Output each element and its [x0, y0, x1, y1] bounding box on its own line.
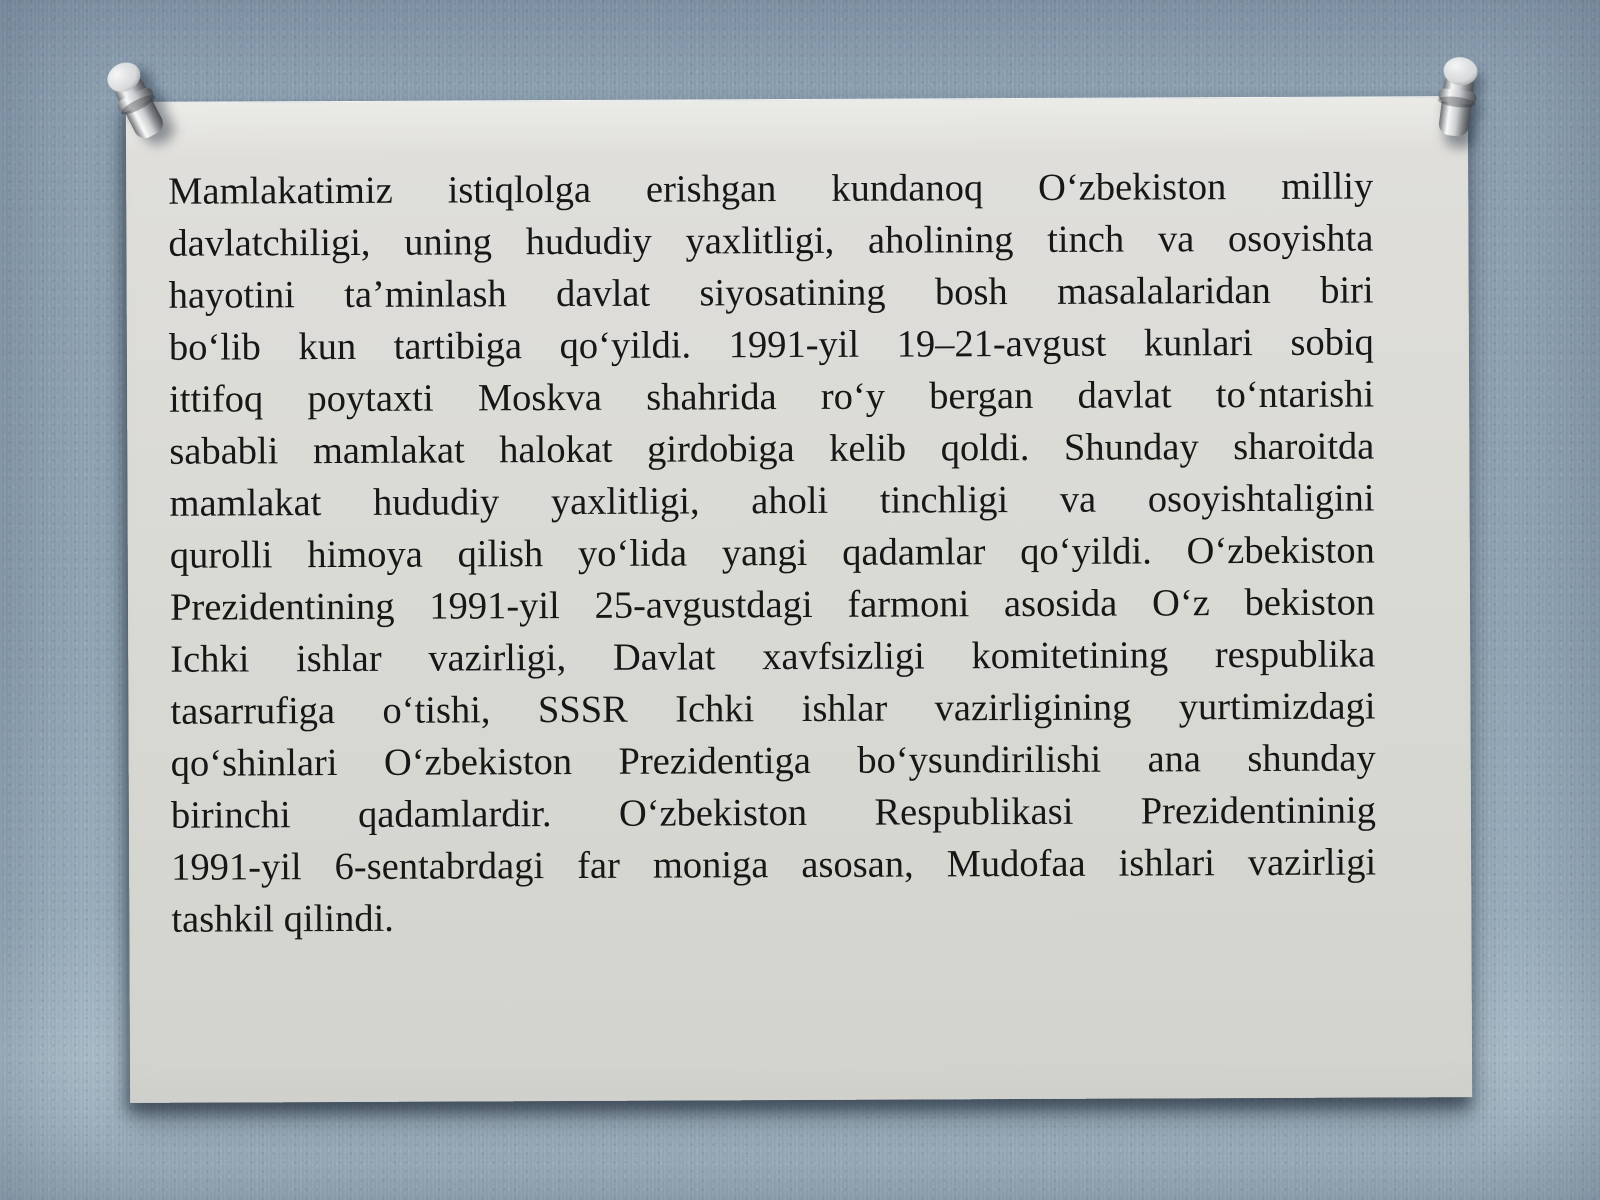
- text-line: tashkil qilindi.: [171, 897, 394, 941]
- text-line: 1991-yil 6-sentabrdagi far moniga asosan, Mudofaa ishlari vazirligi: [171, 841, 1377, 889]
- text-line: tasarrufiga o‘tishi, SSSR Ichki ishlar vazirligining yurtimizdagi: [170, 685, 1376, 733]
- text-line: mamlakat hududiy yaxlitligi, aholi tinchligi va osoyishtaligini: [169, 477, 1375, 525]
- text-line: Prezidentining 1991-yil 25-avgustdagi farmoni asosida O‘z bekiston: [169, 581, 1376, 629]
- text-line: birinchi qadamlardir. O‘zbekiston Respublikasi Prezidentininig: [170, 789, 1377, 837]
- text-line: sababli mamlakat halokat girdobiga kelib qoldi. Shunday sharoitda: [169, 425, 1375, 473]
- paragraph-text: [168, 160, 1376, 945]
- text-line: qurolli himoya qilish yo‘lida yangi qadamlar qo‘yildi. O‘zbekiston: [169, 529, 1375, 577]
- text-line: hayotini ta’minlash davlat siyosatining bosh masalalaridan biri: [168, 269, 1374, 317]
- text-line: bo‘lib kun tartibiga qo‘yildi. 1991-yil 19–21-avgust kunlari sobiq: [168, 321, 1374, 369]
- text-line: ittifoq poytaxti Moskva shahrida ro‘y bergan davlat to‘ntarishi: [169, 373, 1375, 421]
- text-line: davlatchiligi, uning hududiy yaxlitligi, aholining tinch va osoyishta: [168, 217, 1374, 265]
- pinned-paper-card: [126, 96, 1472, 1103]
- text-line: Mamlakatimiz istiqlolga erishgan kundanoq O‘zbekiston milliy: [168, 165, 1374, 213]
- text-line: Ichki ishlar vazirligi, Davlat xavfsizligi komitetining respublika: [170, 633, 1376, 681]
- text-line: qo‘shinlari O‘zbekiston Prezidentiga bo‘ysundirilishi ana shunday: [170, 737, 1376, 785]
- push-pin-icon: [1416, 48, 1497, 152]
